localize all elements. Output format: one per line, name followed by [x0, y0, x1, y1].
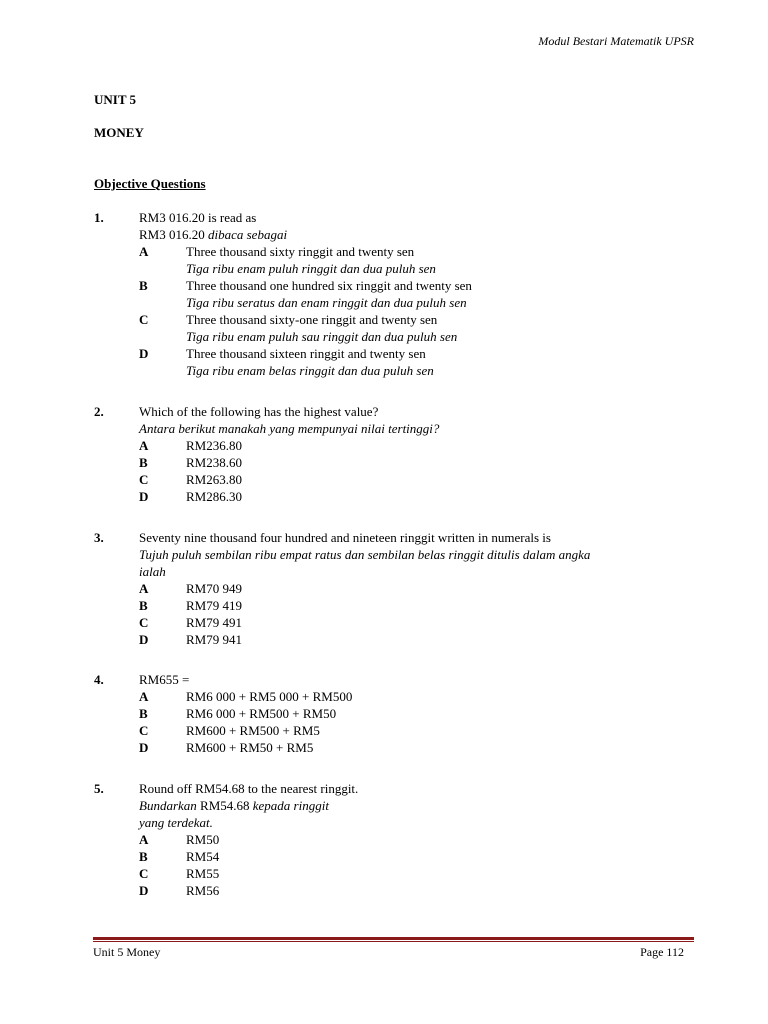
option-letter-b: B [139, 455, 148, 470]
option-letter-a: A [139, 689, 149, 704]
option-b-text: RM238.60 [186, 455, 242, 470]
option-a-text: RM236.80 [186, 438, 242, 453]
option-a-text: Three thousand sixty ringgit and twenty sen [186, 244, 415, 259]
option-letter-d: D [139, 489, 149, 504]
option-c-translation: Tiga ribu enam puluh sau ringgit dan dua puluh sen [186, 329, 458, 344]
option-c-text: Three thousand sixty-one ringgit and twenty sen [186, 312, 438, 327]
question-text-translation-cont: yang terdekat. [139, 815, 213, 830]
option-letter-a: A [139, 832, 149, 847]
option-letter-a: A [139, 244, 149, 259]
option-b-text: RM54 [186, 849, 220, 864]
option-d-text: RM79 941 [186, 632, 242, 647]
question-number: 2. [94, 404, 104, 419]
option-d-text: RM600 + RM50 + RM5 [186, 740, 314, 755]
option-letter-b: B [139, 706, 148, 721]
option-d-text: RM56 [186, 883, 220, 898]
option-b-text: RM6 000 + RM500 + RM50 [186, 706, 337, 721]
footer-rule-thin [93, 941, 694, 942]
option-letter-d: D [139, 740, 149, 755]
question-text-translation-cont: ialah [139, 564, 166, 579]
question-number: 4. [94, 672, 104, 687]
question-text: RM655 = [139, 672, 190, 687]
topic-title: MONEY [94, 125, 144, 140]
option-a-text: RM6 000 + RM5 000 + RM500 [186, 689, 353, 704]
option-letter-d: D [139, 883, 149, 898]
option-c-text: RM55 [186, 866, 220, 881]
option-letter-c: C [139, 866, 149, 881]
option-c-text: RM600 + RM500 + RM5 [186, 723, 320, 738]
question-number: 5. [94, 781, 104, 796]
option-letter-d: D [139, 632, 149, 647]
option-a-text: RM50 [186, 832, 220, 847]
option-letter-a: A [139, 581, 149, 596]
question-text: Round off RM54.68 to the nearest ringgit. [139, 781, 359, 796]
option-letter-b: B [139, 278, 148, 293]
unit-title: UNIT 5 [94, 92, 137, 107]
question-text-translation: Tujuh puluh sembilan ribu empat ratus dan sembilan belas ringgit ditulis dalam angka [139, 547, 591, 562]
option-letter-c: C [139, 312, 149, 327]
question-text: Which of the following has the highest value? [139, 404, 379, 419]
option-letter-c: C [139, 615, 149, 630]
question-number: 1. [94, 210, 104, 225]
option-letter-b: B [139, 598, 148, 613]
option-letter-b: B [139, 849, 148, 864]
option-letter-d: D [139, 346, 149, 361]
footer-rule [93, 937, 694, 940]
option-d-text: Three thousand sixteen ringgit and twenty sen [186, 346, 426, 361]
option-b-text: Three thousand one hundred six ringgit and twenty sen [186, 278, 472, 293]
option-letter-c: C [139, 723, 149, 738]
option-d-text: RM286.30 [186, 489, 242, 504]
question-text-translation: RM3 016.20 dibaca sebagai [139, 227, 288, 242]
section-title: Objective Questions [94, 176, 206, 191]
question-number: 3. [94, 530, 104, 545]
option-b-text: RM79 419 [186, 598, 242, 613]
running-header: Modul Bestari Matematik UPSR [538, 34, 694, 48]
question-text: RM3 016.20 is read as [139, 210, 257, 225]
question-text: Seventy nine thousand four hundred and nineteen ringgit written in numerals is [139, 530, 551, 545]
option-c-text: RM79 491 [186, 615, 242, 630]
option-letter-c: C [139, 472, 149, 487]
question-text-translation: Bundarkan RM54.68 kepada ringgit [139, 798, 329, 813]
option-c-text: RM263.80 [186, 472, 242, 487]
option-letter-a: A [139, 438, 149, 453]
question-text-translation: Antara berikut manakah yang mempunyai nilai tertinggi? [139, 421, 440, 436]
option-a-text: RM70 949 [186, 581, 242, 596]
option-a-translation: Tiga ribu enam puluh ringgit dan dua puluh sen [186, 261, 436, 276]
option-d-translation: Tiga ribu enam belas ringgit dan dua puluh sen [186, 363, 434, 378]
footer-page-number: Page 112 [640, 945, 684, 959]
footer-unit-label: Unit 5 Money [93, 945, 161, 959]
option-b-translation: Tiga ribu seratus dan enam ringgit dan dua puluh sen [186, 295, 467, 310]
